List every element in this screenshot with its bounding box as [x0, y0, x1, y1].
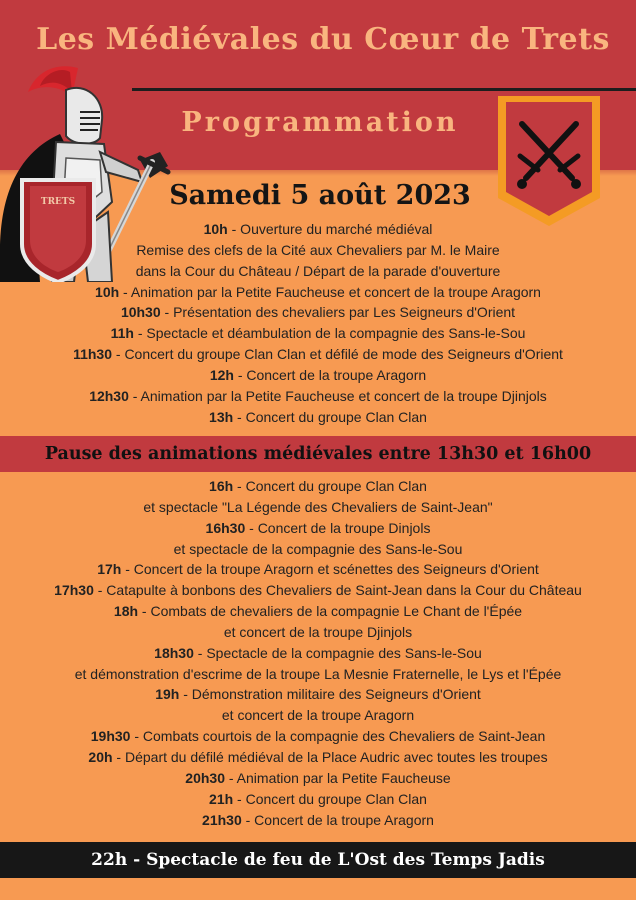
schedule-description: et spectacle de la compagnie des Sans-le-Sou	[173, 540, 463, 557]
schedule-description: et spectacle "La Légende des Chevaliers de Saint-Jean"	[143, 498, 493, 515]
schedule-time: 12h	[209, 366, 234, 383]
schedule-time: 16h	[209, 478, 234, 494]
schedule-item	[0, 344, 636, 365]
schedule-time: 12h30	[89, 387, 129, 404]
schedule-time: 20h	[88, 748, 113, 765]
schedule-item	[0, 601, 636, 622]
pause-text: Pause des animations médiévales entre 13h30 et 16h00	[44, 444, 592, 464]
schedule-item	[0, 476, 636, 497]
schedule-description: - Combats de chevaliers de la compagnie Le Chant de l'Épée	[138, 603, 523, 620]
schedule-item	[0, 219, 636, 240]
schedule-description: - Spectacle de la compagnie des Sans-le-Sou	[193, 644, 482, 661]
schedule-time: 10h	[95, 283, 120, 300]
schedule-item	[0, 539, 636, 560]
schedule-description: - Concert du groupe Clan Clan	[233, 408, 427, 425]
schedule-description: - Concert du groupe Clan Clan	[233, 478, 427, 494]
schedule-item	[0, 407, 636, 428]
schedule-item	[0, 518, 636, 539]
schedule-description: - Animation par la Petite Faucheuse et concert de la troupe Djinjols	[128, 387, 547, 404]
schedule-description: - Spectacle et déambulation de la compagnie des Sans-le-Sou	[133, 325, 526, 342]
schedule-item	[0, 365, 636, 386]
schedule-description: - Concert de la troupe Aragorn	[233, 366, 427, 383]
schedule-time: 10h	[203, 221, 228, 237]
schedule-description: - Concert de la troupe Aragorn	[241, 811, 434, 828]
header-divider	[132, 88, 636, 91]
schedule-description: et concert de la troupe Aragorn	[221, 707, 415, 724]
schedule-time: 19h30	[90, 728, 131, 745]
schedule-description: Remise des clefs de la Cité aux Chevaliers par M. le Maire	[136, 241, 500, 258]
schedule-item	[0, 302, 636, 323]
schedule-description: - Démonstration militaire des Seigneurs d'Orient	[179, 686, 481, 703]
schedule-time: 17h30	[54, 582, 94, 599]
page-title: Les Médiévales du Cœur de Trets	[36, 22, 610, 57]
schedule-time: 11h	[110, 325, 134, 342]
schedule-time: 10h30	[120, 304, 161, 321]
schedule-time: 20h30	[185, 769, 225, 786]
schedule-item	[0, 622, 636, 643]
schedule-item	[0, 768, 636, 789]
schedule-item	[0, 261, 636, 282]
crossed-swords-banner-icon	[496, 94, 602, 228]
schedule-time: 17h	[97, 561, 122, 578]
schedule-item	[0, 643, 636, 664]
pause-banner	[0, 436, 636, 472]
schedule-item	[0, 684, 636, 705]
schedule-description: - Départ du défilé médiéval de la Place Audric avec toutes les troupes	[112, 748, 548, 765]
schedule-time: 18h	[113, 603, 139, 620]
date-heading: Samedi 5 août 2023	[169, 180, 471, 211]
schedule-description: - Ouverture du marché médiéval	[227, 221, 433, 237]
schedule-item	[0, 810, 636, 831]
finale-banner	[0, 842, 636, 878]
schedule-item	[0, 580, 636, 601]
schedule-item	[0, 282, 636, 303]
schedule-description: - Concert du groupe Clan Clan	[233, 790, 427, 807]
schedule-description: - Présentation des chevaliers par Les Seigneurs d'Orient	[160, 304, 516, 321]
schedule-description: - Catapulte à bonbons des Chevaliers de Saint-Jean dans la Cour du Château	[93, 582, 582, 599]
schedule-item	[0, 747, 636, 768]
schedule-description: - Animation par la Petite Faucheuse	[225, 769, 451, 786]
schedule-description: - Combats courtois de la compagnie des Chevaliers de Saint-Jean	[130, 728, 546, 745]
schedule-description: - Concert de la troupe Dinjols	[245, 519, 431, 536]
schedule-item	[0, 323, 636, 344]
schedule-item	[0, 240, 636, 261]
schedule-item	[0, 497, 636, 518]
schedule-item	[0, 386, 636, 407]
afternoon-schedule	[0, 476, 636, 830]
schedule-item	[0, 559, 636, 580]
schedule-description: et concert de la troupe Djinjols	[223, 623, 413, 640]
schedule-description: - Concert de la troupe Aragorn et scénettes des Seigneurs d'Orient	[121, 561, 539, 578]
schedule-time: 21h	[209, 790, 234, 807]
schedule-time: 16h30	[205, 519, 246, 536]
bottom-strip	[0, 878, 636, 900]
morning-schedule	[0, 219, 636, 427]
schedule-description: et démonstration d'escrime de la troupe La Mesnie Fraternelle, le Lys et l'Épée	[74, 665, 562, 682]
schedule-time: 21h30	[202, 811, 242, 828]
schedule-time: 18h30	[154, 644, 194, 661]
shield-text: TRETS	[40, 197, 76, 207]
page-subtitle: Programmation	[181, 107, 459, 138]
schedule-time: 13h	[209, 408, 234, 425]
finale-text: 22h - Spectacle de feu de L'Ost des Temps Jadis	[91, 850, 545, 870]
schedule-description: dans la Cour du Château / Départ de la parade d'ouverture	[135, 262, 501, 279]
schedule-description: - Concert du groupe Clan Clan et défilé de mode des Seigneurs d'Orient	[112, 346, 563, 363]
schedule-time: 11h30	[73, 346, 112, 363]
schedule-item	[0, 705, 636, 726]
schedule-time: 19h	[155, 686, 180, 703]
schedule-description: - Animation par la Petite Faucheuse et concert de la troupe Aragorn	[119, 283, 541, 300]
schedule-item	[0, 664, 636, 685]
schedule-item	[0, 726, 636, 747]
schedule-item	[0, 789, 636, 810]
